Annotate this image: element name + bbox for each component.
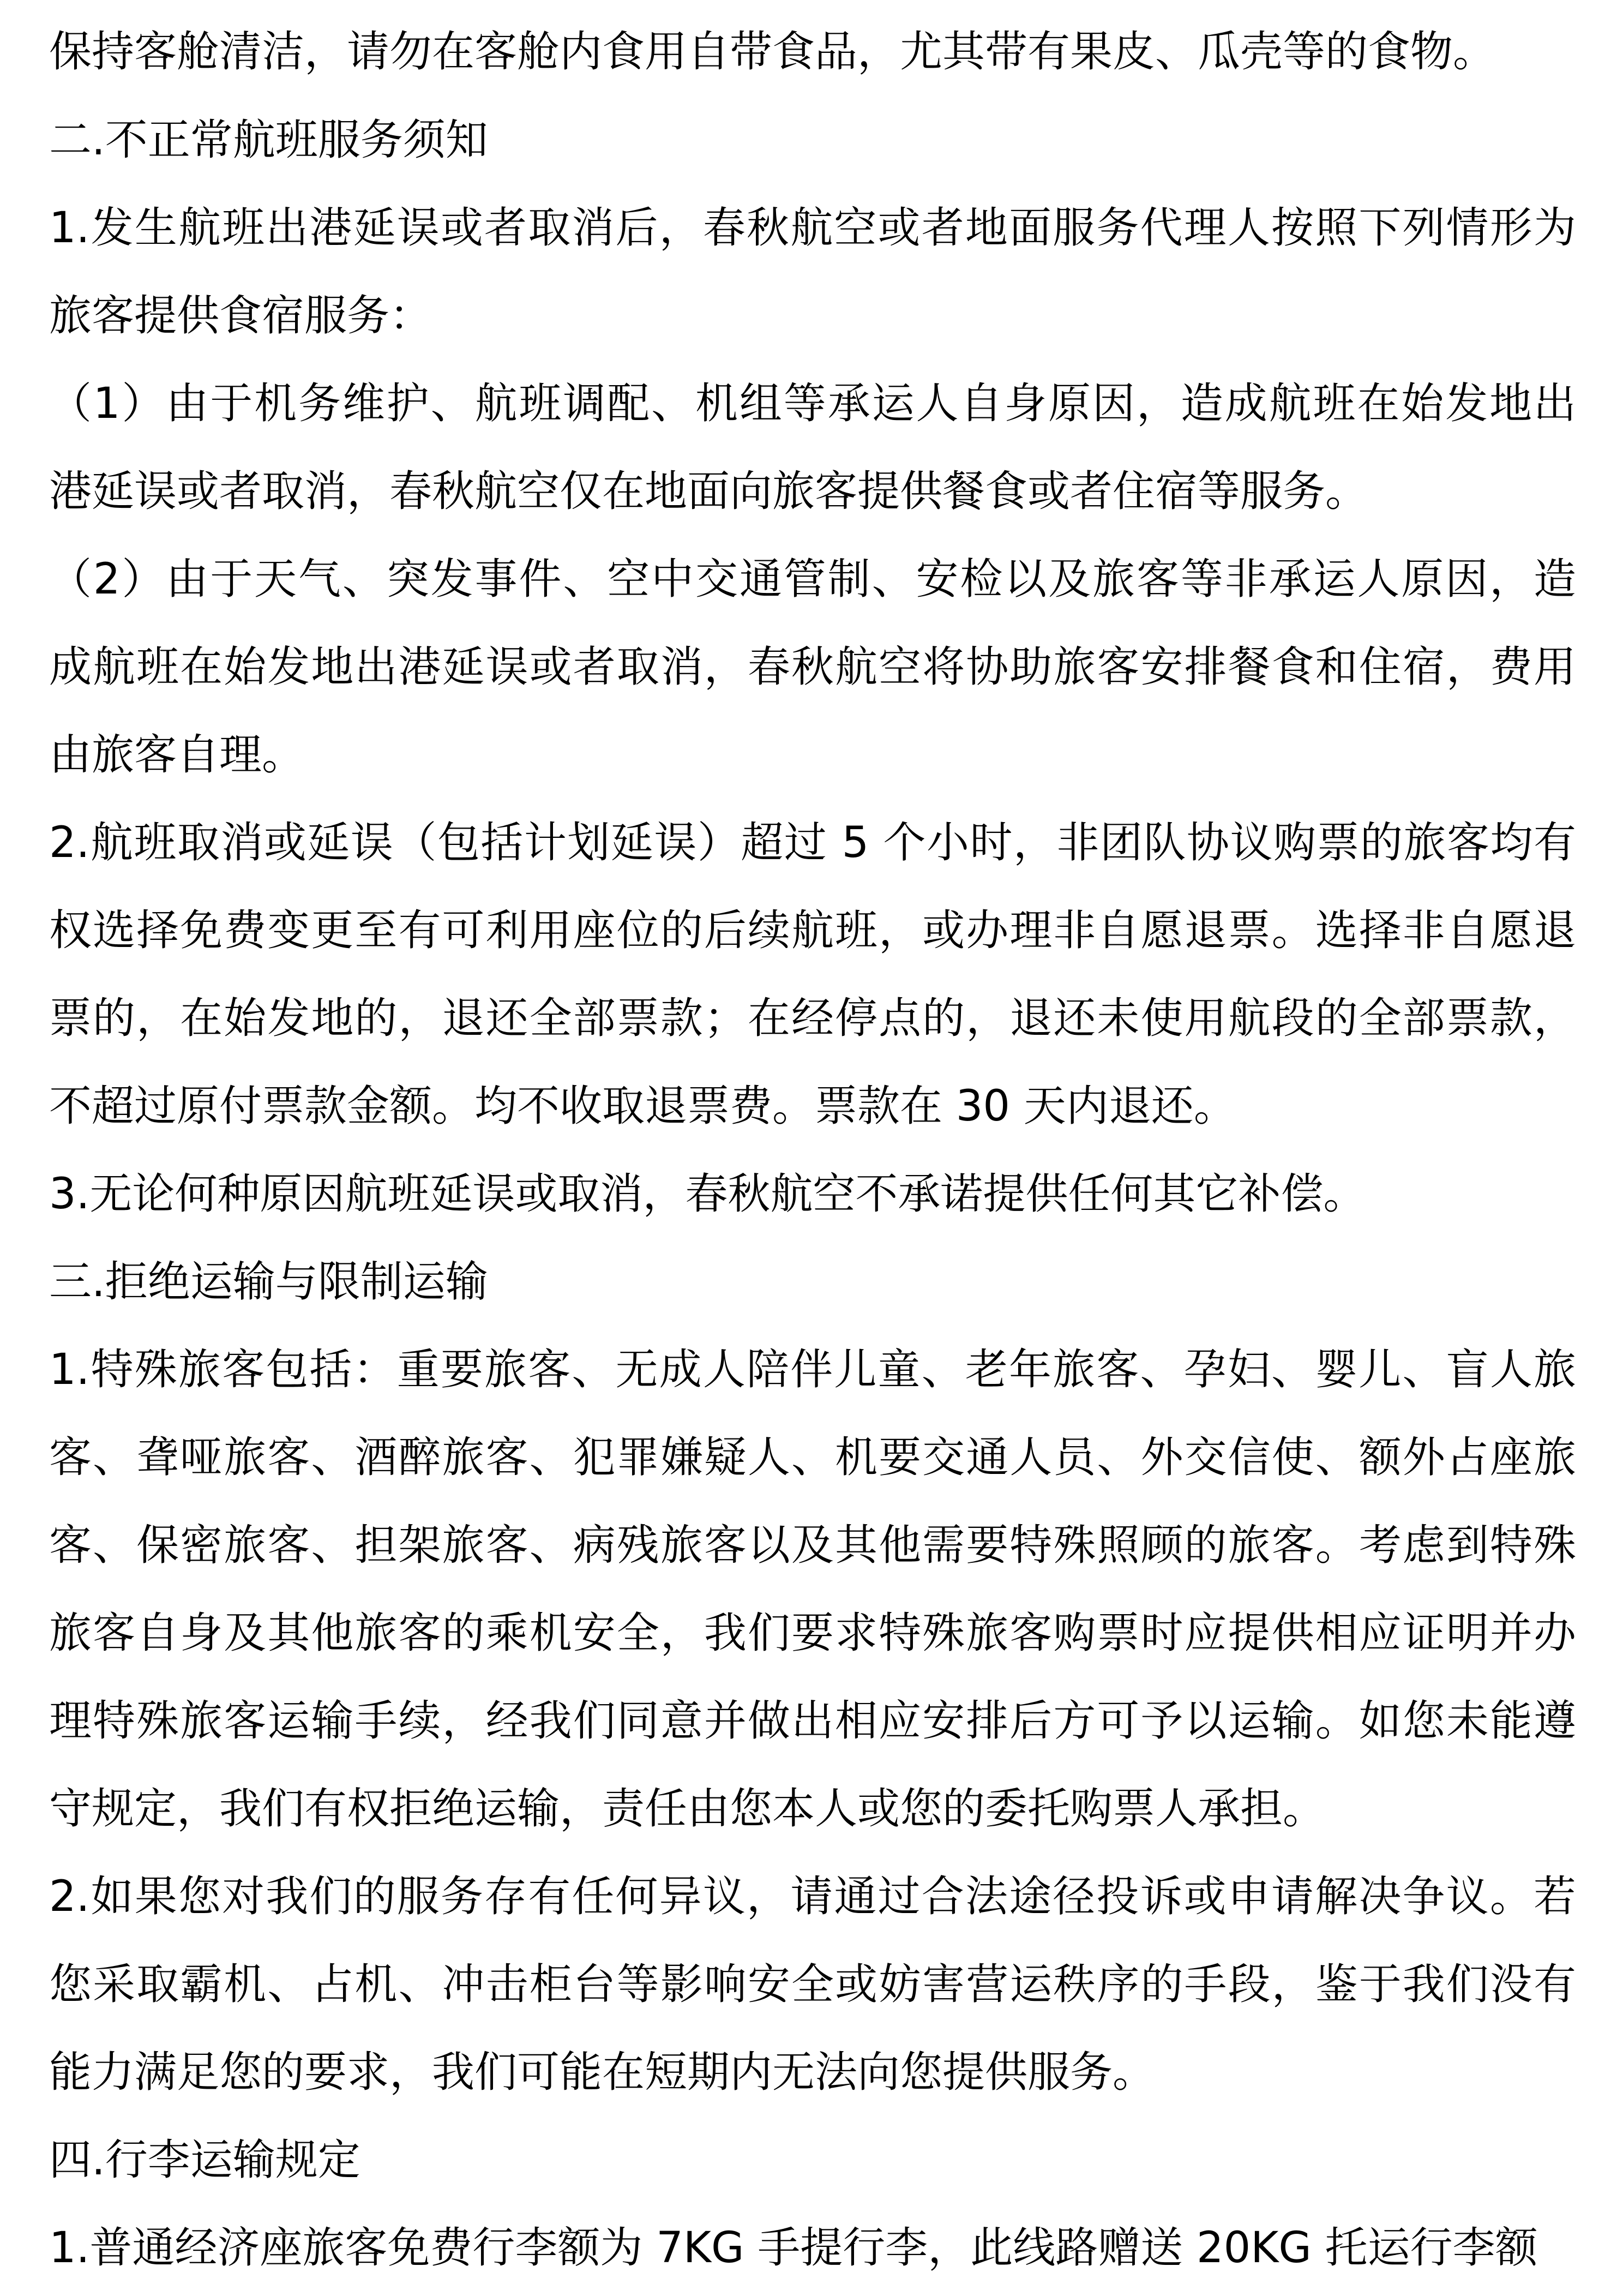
paragraph-line: 权选择免费变更至有可利用座位的后续航班，或办理非自愿退票。选择非自愿退	[49, 906, 1576, 955]
paragraph-line: 1.发生航班出港延误或者取消后，春秋航空或者地面服务代理人按照下列情形为	[49, 203, 1576, 253]
paragraph-line: 由旅客自理。	[49, 730, 305, 780]
paragraph-line: 能力满足您的要求，我们可能在短期内无法向您提供服务。	[49, 2048, 1156, 2097]
paragraph-line: （1）由于机务维护、航班调配、机组等承运人自身原因，造成航班在始发地出	[49, 379, 1576, 428]
paragraph-line: 2.如果您对我们的服务存有任何异议，请通过合法途径投诉或申请解决争议。若	[49, 1872, 1576, 1921]
section-heading: 三.拒绝运输与限制运输	[49, 1257, 488, 1306]
paragraph-line: 守规定，我们有权拒绝运输，责任由您本人或您的委托购票人承担。	[49, 1784, 1326, 1833]
paragraph-line: 保持客舱清洁，请勿在客舱内食用自带食品，尤其带有果皮、瓜壳等的食物。	[49, 27, 1496, 76]
paragraph-line: （2）由于天气、突发事件、空中交通管制、安检以及旅客等非承运人原因，造	[49, 555, 1576, 604]
paragraph-line: 不超过原付票款金额。均不收取退票费。票款在 30 天内退还。	[49, 1082, 1236, 1131]
paragraph-line: 理特殊旅客运输手续，经我们同意并做出相应安排后方可予以运输。如您未能遵	[49, 1696, 1576, 1746]
paragraph-line: 旅客自身及其他旅客的乘机安全，我们要求特殊旅客购票时应提供相应证明并办	[49, 1609, 1576, 1658]
paragraph-line: 客、保密旅客、担架旅客、病残旅客以及其他需要特殊照顾的旅客。考虑到特殊	[49, 1521, 1576, 1570]
paragraph-line: 1.特殊旅客包括：重要旅客、无成人陪伴儿童、老年旅客、孕妇、婴儿、盲人旅	[49, 1345, 1576, 1394]
paragraph-line: 成航班在始发地出港延误或者取消，春秋航空将协助旅客安排餐食和住宿，费用	[49, 643, 1576, 692]
paragraph-line: 客、聋哑旅客、酒醉旅客、犯罪嫌疑人、机要交通人员、外交信使、额外占座旅	[49, 1433, 1576, 1482]
paragraph-line: 港延误或者取消，春秋航空仅在地面向旅客提供餐食或者住宿等服务。	[49, 467, 1368, 516]
paragraph-line: 票的，在始发地的，退还全部票款；在经停点的，退还未使用航段的全部票款，	[49, 994, 1576, 1043]
paragraph-line: 旅客提供食宿服务：	[49, 291, 432, 340]
section-heading: 二.不正常航班服务须知	[49, 116, 488, 165]
paragraph-line: 2.航班取消或延误（包括计划延误）超过 5 个小时，非团队协议购票的旅客均有	[49, 818, 1576, 867]
paragraph-line: 1.普通经济座旅客免费行李额为 7KG 手提行李，此线路赠送 20KG 托运行李额	[49, 2223, 1538, 2273]
paragraph-line: 您采取霸机、占机、冲击柜台等影响安全或妨害营运秩序的手段，鉴于我们没有	[49, 1960, 1576, 2009]
paragraph-line: 3.无论何种原因航班延误或取消，春秋航空不承诺提供任何其它补偿。	[49, 1170, 1366, 1219]
section-heading: 四.行李运输规定	[49, 2136, 360, 2185]
